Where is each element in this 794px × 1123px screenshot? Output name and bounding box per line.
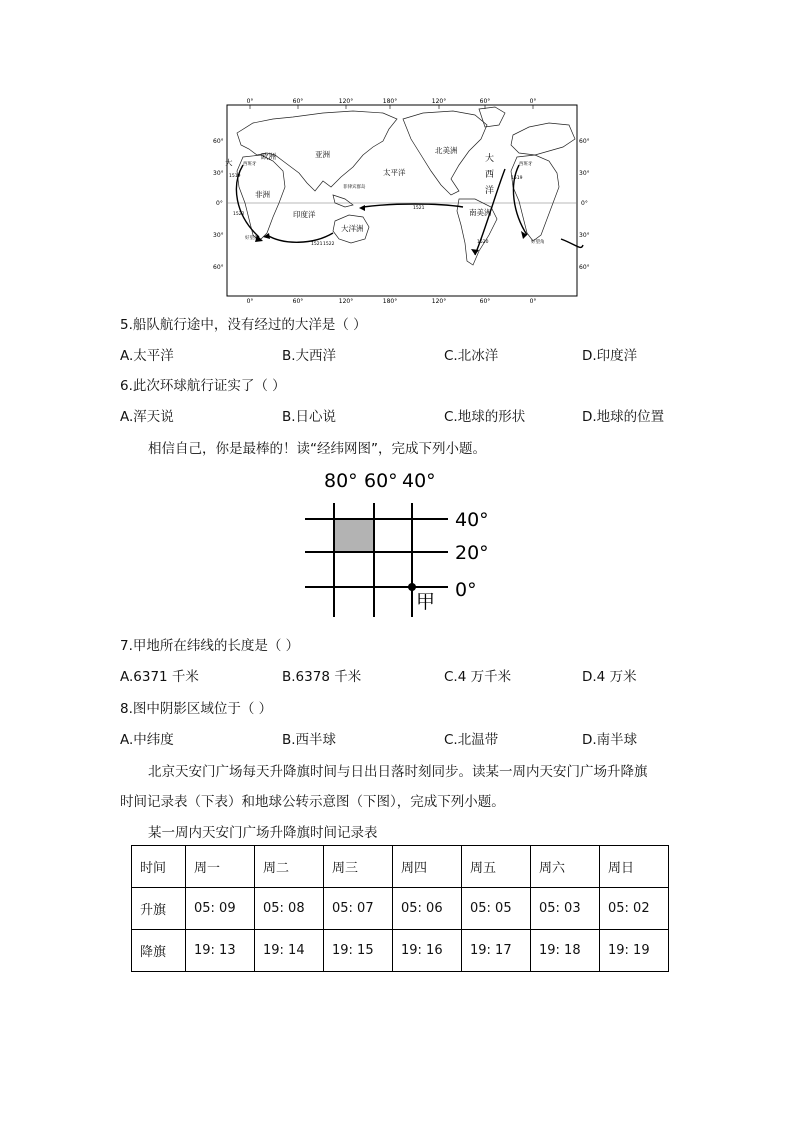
q7-option-c[interactable]: C.4 万千米 <box>444 669 512 685</box>
point-jia-label: 甲 <box>416 591 436 613</box>
label-philippines: 菲律宾群岛 <box>343 185 366 190</box>
q8-option-d[interactable]: D.南半球 <box>582 732 638 748</box>
label-spain: 西班牙 <box>243 162 257 167</box>
route-right-return <box>561 239 583 247</box>
table-cell: 19: 14 <box>255 930 324 972</box>
route-year: 1522 <box>323 242 335 247</box>
bottom-lon-label: 180° <box>382 298 398 305</box>
graticule-figure <box>300 465 500 620</box>
label-pacific: 太平洋 <box>383 168 406 177</box>
q8-option-b[interactable]: B.西半球 <box>282 732 337 748</box>
label-cape: 好望角 <box>245 236 259 241</box>
table-caption: 某一周内天安门广场升降旗时间记录表 <box>148 825 378 841</box>
table-cell: 降旗 <box>132 930 186 972</box>
intro-grid-prompt: 相信自己，你是最棒的！读“经纬网图”，完成下列小题。 <box>148 441 486 457</box>
table-cell: 05: 09 <box>186 888 255 930</box>
table-cell: 升旗 <box>132 888 186 930</box>
route-indian <box>267 233 333 242</box>
table-header-row <box>132 846 669 888</box>
route-year: 1521 <box>413 206 425 211</box>
table-header-cell: 周日 <box>600 846 669 888</box>
q5-option-a[interactable]: A.太平洋 <box>120 348 174 364</box>
label-atlantic-char: 大 <box>485 154 495 164</box>
sea-islands-outline <box>333 195 353 207</box>
q8-option-c[interactable]: C.北温带 <box>444 732 499 748</box>
table-header-cell: 周二 <box>255 846 324 888</box>
bottom-lon-label: 60° <box>292 298 304 305</box>
q6-option-c[interactable]: C.地球的形状 <box>444 409 526 425</box>
label-europe: 欧洲 <box>261 152 276 161</box>
label-africa: 非洲 <box>255 190 270 199</box>
lat-label-20: 20° <box>455 542 489 564</box>
left-lat-label: 60° <box>213 138 224 145</box>
label-asia: 亚洲 <box>315 150 330 159</box>
table-cell: 05: 08 <box>255 888 324 930</box>
top-lon-label: 60° <box>479 98 491 105</box>
intro-flag-para-line2: 时间记录表（下表）和地球公转示意图（下图），完成下列小题。 <box>120 794 505 810</box>
top-lon-label: 0° <box>246 98 254 105</box>
label-north-america: 北美洲 <box>435 146 458 155</box>
left-lat-label: 30° <box>213 232 224 239</box>
label-atlantic-left: 大 <box>225 158 233 167</box>
right-lat-label: 0° <box>581 200 588 207</box>
label-indian-ocean: 印度洋 <box>293 210 316 219</box>
bottom-lon-label: 120° <box>431 298 447 305</box>
table-header-cell: 周三 <box>324 846 393 888</box>
table-cell: 05: 07 <box>324 888 393 930</box>
route-year: 1521 <box>311 242 323 247</box>
top-lon-label: 0° <box>529 98 537 105</box>
left-lat-label: 30° <box>213 170 224 177</box>
table-cell: 05: 06 <box>393 888 462 930</box>
table-header-cell: 周五 <box>462 846 531 888</box>
lon-label-60: 60° <box>364 470 398 492</box>
table-cell: 19: 19 <box>600 930 669 972</box>
q8-option-a[interactable]: A.中纬度 <box>120 732 174 748</box>
q5-option-c[interactable]: C.北冰洋 <box>444 348 499 364</box>
q7-option-d[interactable]: D.4 万米 <box>582 669 637 685</box>
table-cell: 19: 13 <box>186 930 255 972</box>
route-year: 1519 <box>511 176 523 181</box>
shaded-region <box>334 519 374 552</box>
top-lon-label: 60° <box>292 98 304 105</box>
q6-option-a[interactable]: A.浑天说 <box>120 409 174 425</box>
left-lat-label: 0° <box>216 200 223 207</box>
table-header-cell: 周一 <box>186 846 255 888</box>
world-map-figure <box>213 95 593 305</box>
table-header-cell: 周六 <box>531 846 600 888</box>
table-cell: 05: 02 <box>600 888 669 930</box>
europe-right-outline <box>511 123 575 155</box>
bottom-lon-label: 120° <box>338 298 354 305</box>
route-year: 1520 <box>477 240 489 245</box>
table-row <box>132 930 669 972</box>
label-oceania: 大洋洲 <box>341 224 364 233</box>
question-8-stem: 8.图中阴影区域位于（ ） <box>120 701 273 717</box>
lat-label-40: 40° <box>455 509 489 531</box>
route-year: 1522 <box>233 212 245 217</box>
right-lat-label: 60° <box>579 138 590 145</box>
bottom-lon-label: 0° <box>529 298 537 305</box>
table-cell: 19: 18 <box>531 930 600 972</box>
q5-option-d[interactable]: D.印度洋 <box>582 348 638 364</box>
q7-option-b[interactable]: B.6378 千米 <box>282 669 362 685</box>
table-header-cell: 周四 <box>393 846 462 888</box>
table-cell: 19: 15 <box>324 930 393 972</box>
right-lat-label: 30° <box>579 232 590 239</box>
q6-option-b[interactable]: B.日心说 <box>282 409 337 425</box>
bottom-lon-label: 0° <box>246 298 254 305</box>
label-south-america: 南美洲 <box>469 208 492 217</box>
table-cell: 05: 03 <box>531 888 600 930</box>
point-jia-marker <box>408 583 416 591</box>
top-lon-label: 180° <box>382 98 398 105</box>
table-row <box>132 888 669 930</box>
label-spain: 西班牙 <box>519 162 533 167</box>
top-lon-label: 120° <box>431 98 447 105</box>
q7-option-a[interactable]: A.6371 千米 <box>120 669 199 685</box>
table-header-cell: 时间 <box>132 846 186 888</box>
right-lat-label: 60° <box>579 264 590 271</box>
question-5-stem: 5.船队航行途中，没有经过的大洋是（ ） <box>120 317 367 333</box>
bottom-lon-label: 60° <box>479 298 491 305</box>
right-lat-label: 30° <box>579 170 590 177</box>
label-atlantic-char: 洋 <box>485 186 495 196</box>
lon-label-80: 80° <box>324 470 358 492</box>
table-cell: 19: 16 <box>393 930 462 972</box>
q6-option-d[interactable]: D.地球的位置 <box>582 409 665 425</box>
map-frame <box>227 105 577 296</box>
table-cell: 19: 17 <box>462 930 531 972</box>
question-6-stem: 6.此次环球航行证实了（ ） <box>120 378 286 394</box>
lon-label-40: 40° <box>402 470 436 492</box>
label-cape: 好望角 <box>531 240 545 245</box>
question-7-stem: 7.甲地所在纬线的长度是（ ） <box>120 638 300 654</box>
flag-time-table <box>131 845 669 972</box>
route-year: 1519 <box>229 174 241 179</box>
top-lon-label: 120° <box>338 98 354 105</box>
table-cell: 05: 05 <box>462 888 531 930</box>
intro-flag-para-line1: 北京天安门广场每天升降旗时间与日出日落时刻同步。读某一周内天安门广场升降旗 <box>148 764 648 780</box>
left-lat-label: 60° <box>213 264 224 271</box>
label-atlantic-char: 西 <box>485 170 495 180</box>
q5-option-b[interactable]: B.大西洋 <box>282 348 337 364</box>
lat-label-0: 0° <box>455 579 477 601</box>
greenland-outline <box>479 107 505 127</box>
